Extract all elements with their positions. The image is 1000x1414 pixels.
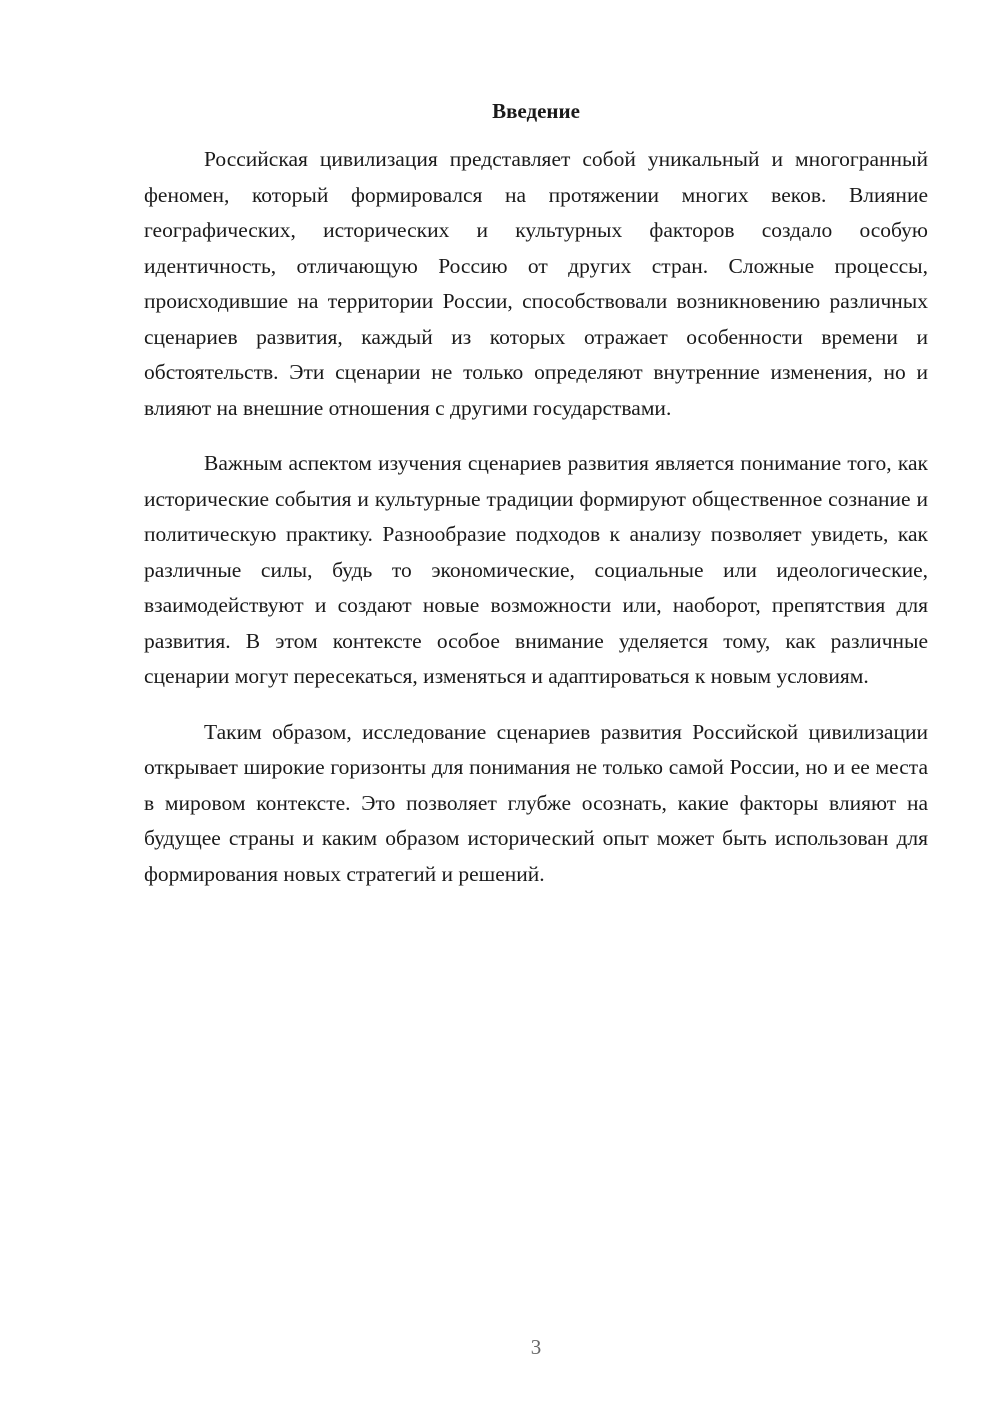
paragraph-1: Российская цивилизация представляет собой уникальный и многогранный феномен, который формировался на протяжении многих веков. Влияние географических, исторических и культурных факторов создало особую идентичность, отличающую Россию от других стран. Сложные процессы, происходившие на территории России, способствовали возникновению различных сценариев развития, каждый из которых отражает особенности времени и обстоятельств. Эти сценарии не только определяют внутренние изменения, но и влияют на внешние отношения с другими государствами. xyxy=(144,147,928,420)
paragraph-2: Важным аспектом изучения сценариев развития является понимание того, как исторические события и культурные традиции формируют общественное сознание и политическую практику. Разнообразие подходов к анализу позволяет увидеть, как различные силы, будь то экономические, социальные или идеологические, взаимодействуют и создают новые возможности или, наоборот, препятствия для развития. В этом контексте особое внимание уделяется тому, как различные сценарии могут пересекаться, изменяться и адаптироваться к новым условиям. xyxy=(144,451,928,688)
document-body xyxy=(144,142,928,912)
paragraph-3: Таким образом, исследование сценариев развития Российской цивилизации открывает широкие горизонты для понимания не только самой России, но и ее места в мировом контексте. Это позволяет глубже осознать, какие факторы влияют на будущее страны и каким образом исторический опыт может быть использован для формирования новых стратегий и решений. xyxy=(144,719,928,886)
page-title: Введение xyxy=(492,99,580,123)
page-number: 3 xyxy=(530,1335,542,1359)
